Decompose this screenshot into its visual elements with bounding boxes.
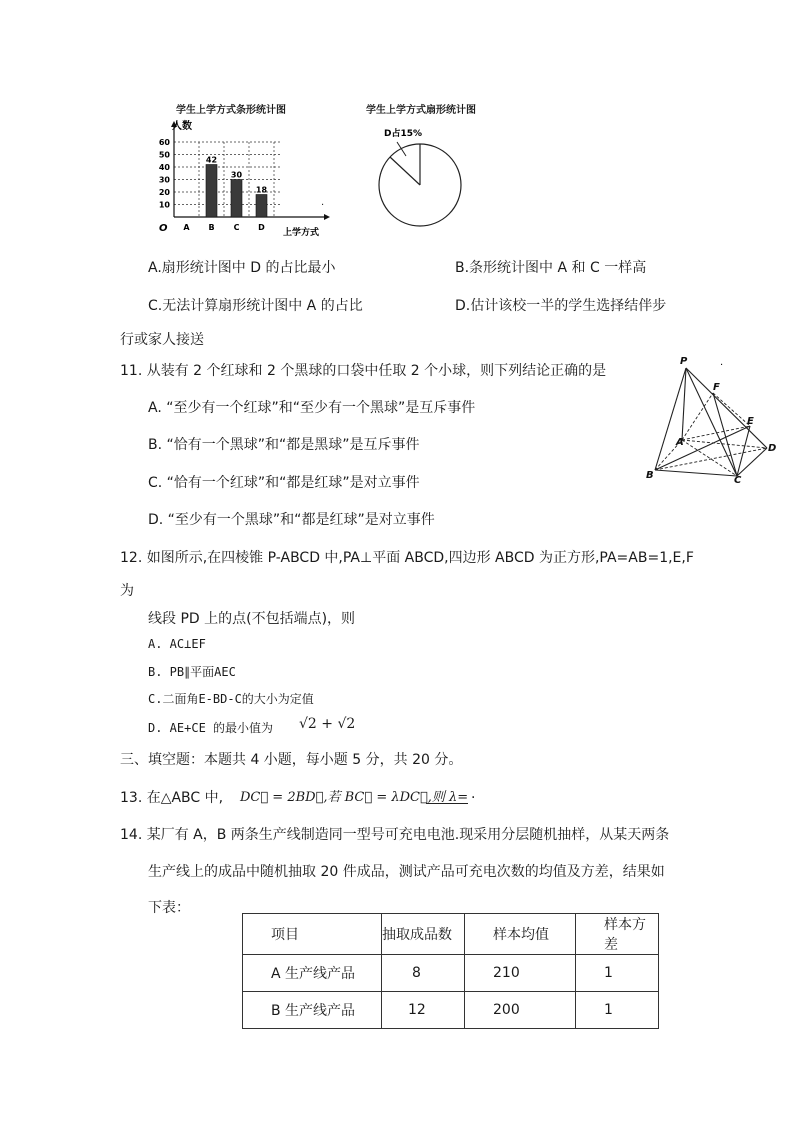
q10-option-c: C.无法计算扇形统计图中 A 的占比 bbox=[148, 298, 363, 314]
bar-value-label: 18 bbox=[255, 185, 268, 195]
y-tick-label: 20 bbox=[158, 188, 170, 197]
table-cell: 200 bbox=[465, 992, 576, 1029]
y-tick-label: 50 bbox=[158, 150, 170, 160]
x-category-label: A bbox=[183, 223, 190, 232]
y-tick-label: 30 bbox=[158, 175, 170, 185]
bar-chart-title: 学生上学方式条形统计图 bbox=[176, 105, 286, 116]
bar-value-label: 42 bbox=[205, 155, 218, 165]
q12-option-a: A. AC⊥EF bbox=[148, 637, 206, 651]
q11-stem: 11. 从装有 2 个红球和 2 个黑球的口袋中任取 2 个小球，则下列结论正确的是 bbox=[120, 363, 607, 379]
q14-line2: 生产线上的成品中随机抽取 20 件成品，测试产品可充电次数的均值及方差，结果如 bbox=[148, 864, 665, 880]
svg-text:·: · bbox=[720, 360, 724, 371]
section-3-heading: 三、填空题：本题共 4 小题，每小题 5 分，共 20 分。 bbox=[120, 752, 463, 768]
label-P: P bbox=[680, 356, 688, 367]
table-header: 样本方差 bbox=[576, 914, 659, 955]
label-B: B bbox=[646, 470, 654, 481]
table-row bbox=[243, 992, 659, 1029]
q13-math: DC⃗ = 2BD⃗,若 BC⃗ = λDC⃗,则 λ= bbox=[240, 790, 469, 805]
q11-option-d: D. “至少有一个黑球”和“都是红球”是对立事件 bbox=[148, 512, 435, 528]
table-row bbox=[243, 955, 659, 992]
q12-stem-cont: 为 bbox=[120, 583, 134, 599]
q12-option-d: D. AE+CE 的最小值为 bbox=[148, 721, 274, 735]
q12-stem: 12. 如图所示,在四棱锥 P-ABCD 中,PA⊥平面 ABCD,四边形 ABCD 为正方形,PA=AB=1,E,F bbox=[120, 550, 694, 566]
bar bbox=[231, 180, 242, 218]
table-cell: 1 bbox=[576, 955, 659, 992]
label-C: C bbox=[734, 475, 742, 485]
label-F: F bbox=[713, 382, 720, 393]
x-category-label: D bbox=[258, 223, 265, 232]
q11-option-a: A. “至少有一个红球”和“至少有一个黑球”是互斥事件 bbox=[148, 400, 476, 416]
bar-chart bbox=[150, 115, 335, 240]
q10-option-d: D.估计该校一半的学生选择结伴步 bbox=[455, 298, 667, 314]
q10-option-a: A.扇形统计图中 D 的占比最小 bbox=[148, 260, 336, 276]
bar-chart-xlabel: 上学方式 bbox=[283, 228, 320, 238]
q10-option-d-cont: 行或家人接送 bbox=[120, 332, 204, 348]
bar-chart-marks bbox=[206, 156, 268, 218]
q13-suffix: . bbox=[471, 786, 476, 802]
q10-option-b: B.条形统计图中 A 和 C 一样高 bbox=[455, 260, 647, 276]
bar-chart-axes bbox=[159, 121, 330, 232]
x-category-label: B bbox=[208, 223, 215, 232]
table-cell: A 生产线产品 bbox=[243, 955, 382, 992]
table-cell: B 生产线产品 bbox=[243, 992, 382, 1029]
label-E: E bbox=[747, 416, 754, 427]
bar-chart-origin: O bbox=[159, 223, 168, 234]
table-header: 样本均值 bbox=[465, 914, 576, 955]
label-D: D bbox=[768, 443, 777, 454]
q13-answer-blank bbox=[426, 789, 468, 804]
q11-option-b: B. “恰有一个黑球”和“都是黑球”是互斥事件 bbox=[148, 437, 420, 453]
label-A: A bbox=[676, 437, 684, 448]
table-cell: 8 bbox=[382, 955, 465, 992]
x-category-label: C bbox=[233, 223, 240, 232]
bar-value-label: 30 bbox=[230, 170, 243, 180]
q12-stem-line2: 线段 PD 上的点(不包括端点)，则 bbox=[148, 611, 356, 627]
q12-option-d-math: √2 + √2 bbox=[299, 716, 356, 732]
bar-chart-ylabel: 人数 bbox=[172, 121, 192, 132]
x-axis-arrow bbox=[324, 214, 330, 220]
table-cell: 12 bbox=[382, 992, 465, 1029]
stray-dot: · bbox=[321, 200, 325, 211]
y-tick-label: 10 bbox=[158, 200, 170, 210]
q14-line3: 下表： bbox=[148, 900, 190, 916]
q13-prefix: 13. 在△ABC 中, bbox=[120, 790, 224, 806]
q11-option-c: C. “恰有一个红球”和“都是红球”是对立事件 bbox=[148, 475, 420, 491]
table-header-row bbox=[243, 914, 659, 955]
pie-label: D占15% bbox=[384, 129, 423, 139]
bar bbox=[206, 165, 217, 218]
pie-chart-title: 学生上学方式扇形统计图 bbox=[366, 105, 476, 116]
q12-option-c: C.二面角E-BD-C的大小为定值 bbox=[148, 692, 314, 706]
y-tick-label: 40 bbox=[158, 163, 170, 172]
table-header: 项目 bbox=[243, 914, 382, 955]
y-tick-label: 60 bbox=[158, 138, 170, 147]
bar bbox=[256, 195, 267, 218]
pyramid-figure bbox=[640, 350, 785, 485]
q14-line1: 14. 某厂有 A，B 两条生产线制造同一型号可充电电池.现采用分层随机抽样，从某天两条 bbox=[120, 827, 670, 843]
data-table bbox=[242, 913, 659, 1029]
table-header: 抽取成品数 bbox=[382, 914, 465, 955]
table-cell: 1 bbox=[576, 992, 659, 1029]
table-cell: 210 bbox=[465, 955, 576, 992]
pie-chart bbox=[370, 118, 470, 230]
q12-option-b: B. PB∥平面AEC bbox=[148, 665, 236, 679]
